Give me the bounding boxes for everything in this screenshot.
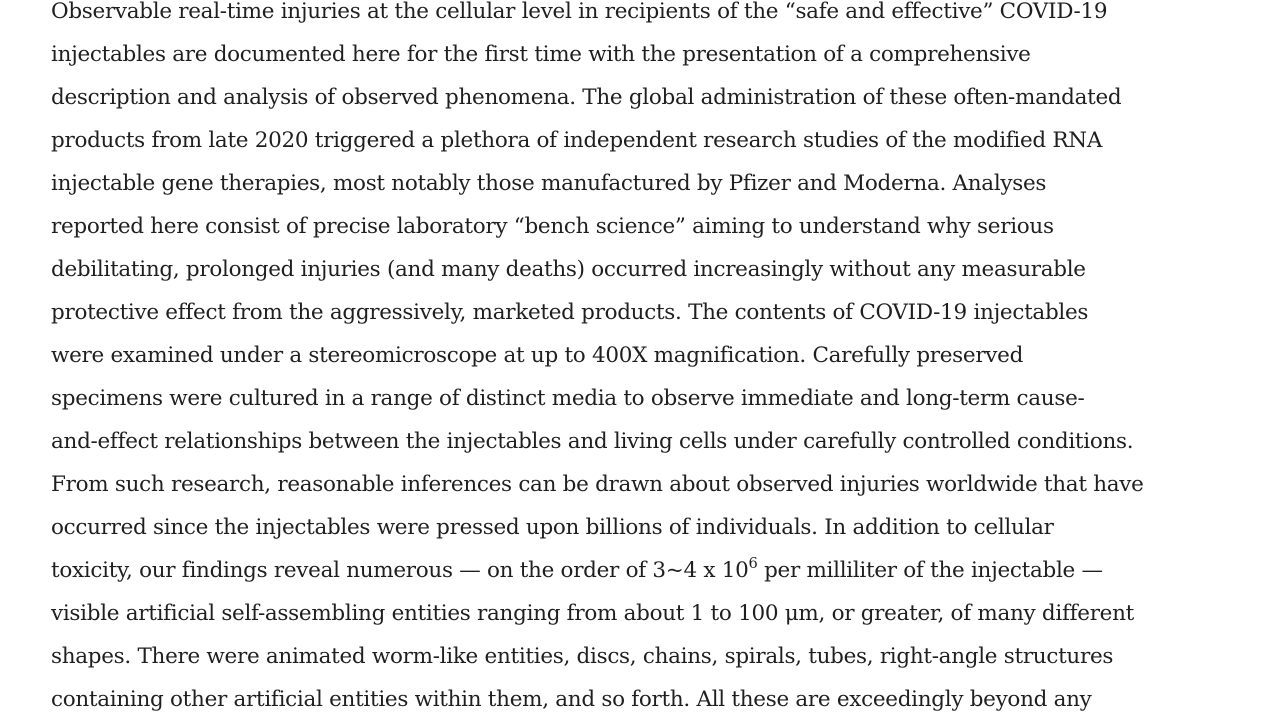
paragraph-line: injectables are documented here for the first time with the presentation of a comprehensive [51, 42, 1031, 67]
paragraph-line: From such research, reasonable inferences can be drawn about observed injuries worldwide that have [51, 472, 1144, 497]
paragraph-line: products from late 2020 triggered a plethora of independent research studies of the modified RNA [51, 128, 1103, 153]
article-body [51, 0, 1241, 721]
paragraph-line: and-effect relationships between the injectables and living cells under carefully controlled conditions. [51, 429, 1134, 454]
paragraph-line: shapes. There were animated worm-like entities, discs, chains, spirals, tubes, right-angle structures [51, 644, 1114, 669]
paragraph-line: protective effect from the aggressively, marketed products. The contents of COVID-19 injectables [51, 300, 1089, 325]
paragraph-line: containing other artificial entities within them, and so forth. All these are exceedingly beyond any [51, 687, 1092, 712]
paragraph-line: specimens were cultured in a range of distinct media to observe immediate and long-term cause- [51, 386, 1085, 411]
line-text-after-exponent: per milliliter of the injectable — [757, 558, 1103, 583]
paragraph-line-with-superscript [51, 549, 1241, 592]
paragraph-line: were examined under a stereomicroscope at up to 400X magnification. Carefully preserved [51, 343, 1024, 368]
paragraph-line: occurred since the injectables were pressed upon billions of individuals. In addition to cellular [51, 515, 1054, 540]
paragraph-line: visible artificial self-assembling entities ranging from about 1 to 100 μm, or greater, of many different [51, 601, 1134, 626]
paragraph-line: injectable gene therapies, most notably those manufactured by Pfizer and Moderna. Analyses [51, 171, 1047, 196]
exponent: 6 [748, 555, 758, 573]
line-text-before-exponent: toxicity, our findings reveal numerous — on the order of 3~4 x 10 [51, 558, 749, 583]
paragraph-line: Observable real-time injuries at the cellular level in recipients of the “safe and effective” COVID-19 [51, 0, 1108, 24]
paragraph-line: reported here consist of precise laboratory “bench science” aiming to understand why serious [51, 214, 1054, 239]
paragraph-line: debilitating, prolonged injuries (and many deaths) occurred increasingly without any measurable [51, 257, 1086, 282]
paragraph-line: description and analysis of observed phenomena. The global administration of these often-mandated [51, 85, 1122, 110]
